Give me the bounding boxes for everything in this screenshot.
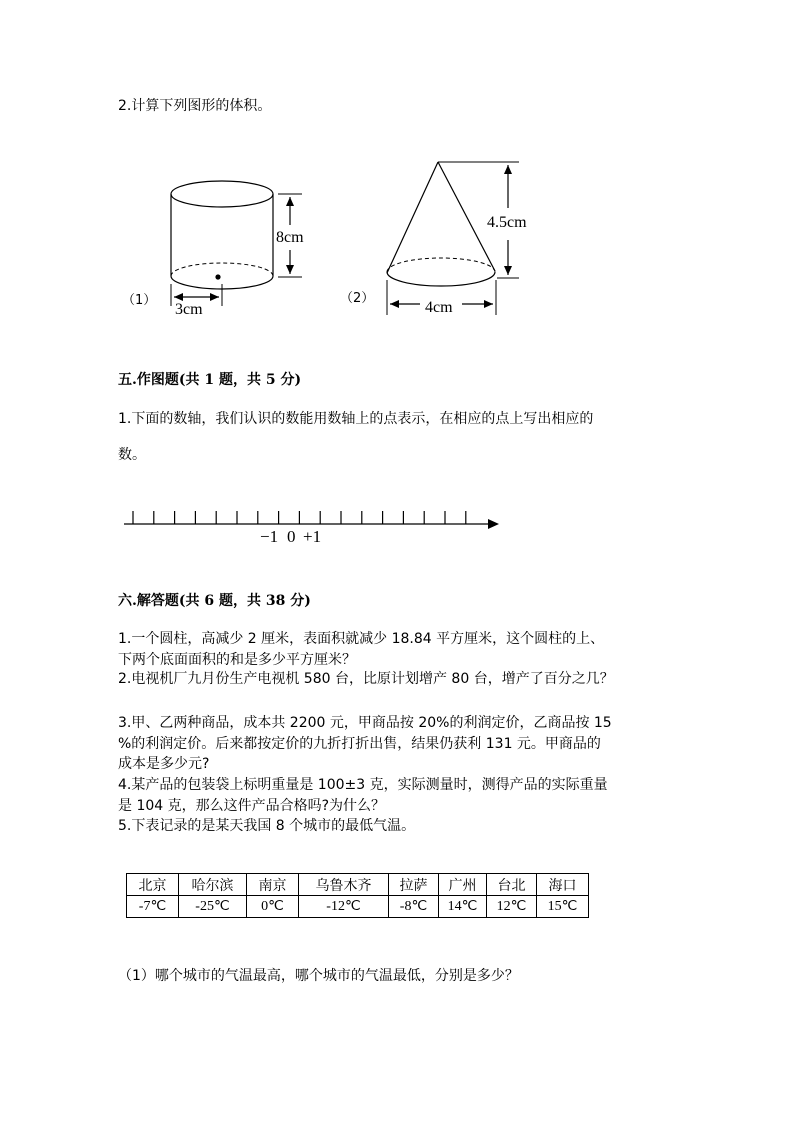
axis-label-zero: 0 [287,527,296,546]
cylinder-index-label: （1） [122,293,157,308]
number-line-arrowhead [488,519,499,529]
question-2-title: 2.计算下列图形的体积。 [118,98,272,114]
cylinder-top-ellipse [171,181,273,207]
city-cell: 台北 [487,874,537,896]
temperature-cell: -12℃ [299,896,389,918]
temperature-cell: 12℃ [487,896,537,918]
section-6-question-1-line-2: 下两个底面面积的和是多少平方厘米？ [118,652,356,668]
cylinder-radius-label: 3cm [175,301,203,318]
section-6-question-1-line-1: 1.一个圆柱，高减少 2 厘米，表面积就减少 18.84 平方厘米，这个圆柱的上、 [118,631,605,647]
number-line-ticks [133,511,466,524]
section-5-title: 五.作图题(共 1 题，共 5 分) [118,372,302,388]
section-6-title: 六.解答题(共 6 题，共 38 分) [118,593,311,609]
temperature-row [127,896,589,918]
city-cell: 拉萨 [389,874,439,896]
cone-base-back [387,258,495,272]
temperature-cell: 15℃ [537,896,589,918]
city-temperature-table [126,873,589,918]
cone-base-front [387,272,495,286]
temperature-cell: -7℃ [127,896,179,918]
city-cell: 海口 [537,874,589,896]
section-6-question-4-line-2: 是 104 克，那么这件产品合格吗?为什么？ [118,798,386,814]
section-6-question-3-line-3: 成本是多少元? [118,756,210,772]
section-5-question-1-line-2: 数。 [118,447,146,463]
axis-label-minus-one: −1 [260,527,279,546]
section-6-question-5: 5.下表记录的是某天我国 8 个城市的最低气温。 [118,818,416,834]
city-header-row [127,874,589,896]
city-cell: 北京 [127,874,179,896]
city-cell: 哈尔滨 [179,874,247,896]
cone-figure [387,162,519,315]
cone-index-label: （2） [340,291,375,306]
city-cell: 广州 [439,874,487,896]
cone-left-side [387,162,438,273]
cylinder-bottom-back [171,263,273,276]
section-6-question-2: 2.电视机厂九月份生产电视机 580 台，比原计划增产 80 台，增产了百分之几？ [118,671,614,687]
axis-label-plus-one: +1 [303,527,322,546]
cone-diameter-label: 4cm [425,299,453,316]
section-6-question-3-line-1: 3.甲、乙两种商品，成本共 2200 元，甲商品按 20%的利润定价，乙商品按 15 [118,715,612,731]
cylinder-height-label: 8cm [276,229,304,246]
city-cell: 南京 [247,874,299,896]
cylinder-center-dot [215,274,220,279]
temperature-cell: -8℃ [389,896,439,918]
temperature-cell: 0℃ [247,896,299,918]
section-6-question-4-line-1: 4.某产品的包装袋上标明重量是 100±3 克，实际测量时，测得产品的实际重量 [118,777,608,793]
section-6-question-5-sub-1: （1）哪个城市的气温最高，哪个城市的气温最低，分别是多少？ [118,968,519,984]
cone-height-label: 4.5cm [487,214,527,231]
section-6-question-3-line-2: %的利润定价。后来都按定价的九折打折出售，结果仍获利 131 元。甲商品的 [118,736,601,752]
section-5-question-1-line-1: 1.下面的数轴，我们认识的数能用数轴上的点表示，在相应的点上写出相应的 [118,411,594,427]
temperature-cell: -25℃ [179,896,247,918]
city-cell: 乌鲁木齐 [299,874,389,896]
temperature-cell: 14℃ [439,896,487,918]
